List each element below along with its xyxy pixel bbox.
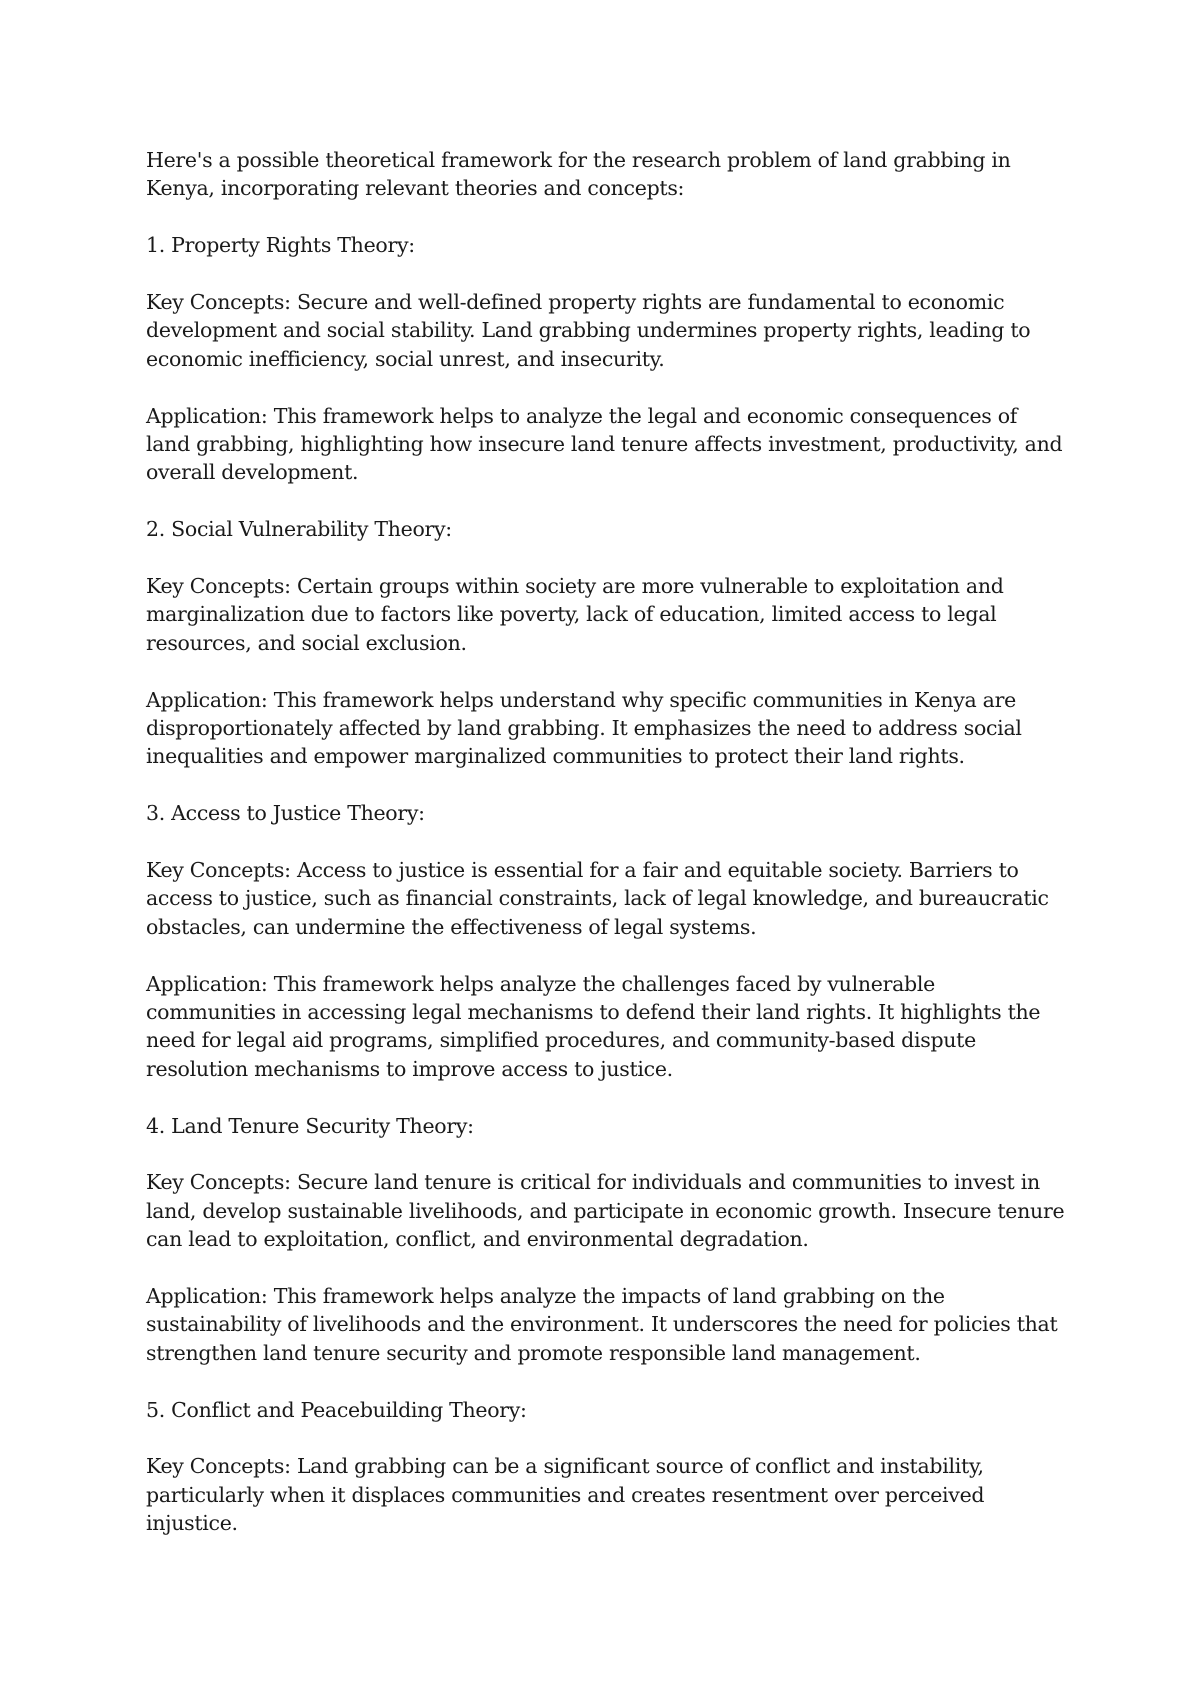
key-concepts-access-to-justice: Key Concepts: Access to justice is essential for a fair and equitable society. Barriers to access to justice, such as financial constraints, lack of legal knowledge, and bureaucratic obstacles, can undermine the effectiveness of legal systems. xyxy=(146,858,1049,939)
application-property-rights: Application: This framework helps to analyze the legal and economic consequences of land grabbing, highlighting how insecure land tenure affects investment, productivity, and overall development. xyxy=(146,403,1063,485)
key-concepts-social-vulnerability: Key Concepts: Certain groups within society are more vulnerable to exploitation and marginalization due to factors like poverty, lack of education, limited access to legal resources, and social exclusion. xyxy=(146,574,1004,655)
key-concepts-property-rights: Key Concepts: Secure and well-defined property rights are fundamental to economic development and social stability. Land grabbing undermines property rights, leading to economic inefficiency, social unrest, and insecurity. xyxy=(146,290,1031,371)
application-land-tenure: Application: This framework helps analyze the impacts of land grabbing on the sustainability of livelihoods and the environment. It underscores the need for policies that strengthen land tenure security and promote responsible land management. xyxy=(146,1284,1058,1365)
section-heading-access-to-justice: 3. Access to Justice Theory: xyxy=(146,801,425,826)
key-concepts-land-tenure: Key Concepts: Secure land tenure is critical for individuals and communities to invest in land, develop sustainable livelihoods, and participate in economic growth. Insecure tenure can lead to exploitation, conflict, and environmental degradation. xyxy=(146,1170,1065,1252)
document-body xyxy=(146,146,1066,1566)
section-heading-land-tenure: 4. Land Tenure Security Theory: xyxy=(146,1113,474,1138)
section-heading-conflict-peacebuilding: 5. Conflict and Peacebuilding Theory: xyxy=(146,1397,527,1422)
application-access-to-justice: Application: This framework helps analyze the challenges faced by vulnerable communities in accessing legal mechanisms to defend their land rights. It highlights the need for legal aid programs, simplified procedures, and community-based dispute resolution mechanisms to improve access to justice. xyxy=(146,971,1041,1081)
section-heading-property-rights: 1. Property Rights Theory: xyxy=(146,233,415,258)
key-concepts-conflict-peacebuilding: Key Concepts: Land grabbing can be a significant source of conflict and instability, particularly when it displaces communities and creates resentment over perceived injustice. xyxy=(146,1454,985,1536)
intro-paragraph: Here's a possible theoretical framework for the research problem of land grabbing in Kenya, incorporating relevant theories and concepts: xyxy=(146,148,1011,201)
application-social-vulnerability: Application: This framework helps understand why specific communities in Kenya are disproportionately affected by land grabbing. It emphasizes the need to address social inequalities and empower marginalized communities to protect their land rights. xyxy=(146,687,1022,769)
section-heading-social-vulnerability: 2. Social Vulnerability Theory: xyxy=(146,517,452,542)
